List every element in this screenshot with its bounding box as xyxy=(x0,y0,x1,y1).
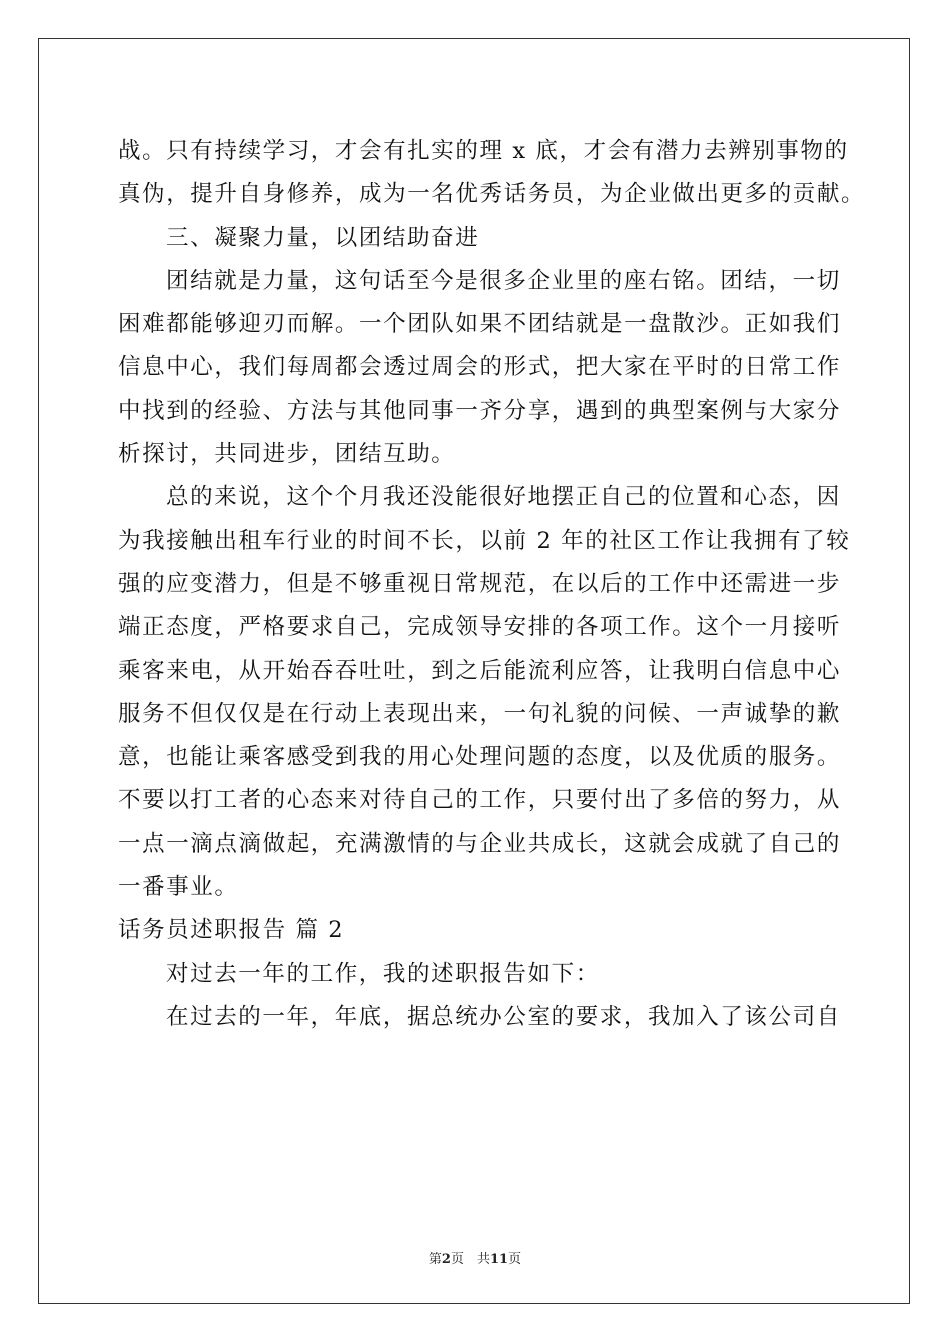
text-line: 强的应变潜力，但是不够重视日常规范，在以后的工作中还需进一步 xyxy=(118,570,842,597)
total-page-number: 11 xyxy=(489,1252,509,1267)
text-line: 战。只有持续学习，才会有扎实的理 x 底，才会有潜力去辨别事物的 xyxy=(118,138,849,164)
text-line: 总的来说，这个个月我还没能很好地摆正自己的位置和心态，因 xyxy=(166,484,841,511)
text-line: 对过去一年的工作，我的述职报告如下： xyxy=(166,960,600,987)
footer-prefix: 第 xyxy=(428,1252,442,1267)
text-line: 为我接触出租车行业的时间不长，以前 2 年的社区工作让我拥有了较 xyxy=(118,527,851,554)
text-line: 话务员述职报告 篇 2 xyxy=(118,917,345,944)
text-line: 在过去的一年，年底，据总统办公室的要求，我加入了该公司自 xyxy=(166,1003,841,1030)
text-line: 服务不但仅仅是在行动上表现出来，一句礼貌的问候、一声诚挚的歉 xyxy=(118,700,842,727)
text-line: 困难都能够迎刃而解。一个团队如果不团结就是一盘散沙。正如我们 xyxy=(118,311,842,338)
text-line: 端正态度，严格要求自己，完成领导安排的各项工作。这个一月接听 xyxy=(118,614,842,641)
footer-mid: 页 共 xyxy=(450,1252,490,1267)
text-line: 意，也能让乘客感受到我的用心处理问题的态度，以及优质的服务。 xyxy=(118,744,842,771)
text-line: 三、凝聚力量，以团结助奋进 xyxy=(166,224,480,251)
current-page-number: 2 xyxy=(441,1252,451,1267)
text-line: 中找到的经验、方法与其他同事一齐分享，遇到的典型案例与大家分 xyxy=(118,397,842,424)
text-line: 信息中心，我们每周都会透过周会的形式，把大家在平时的日常工作 xyxy=(118,354,842,381)
text-line: 乘客来电，从开始吞吞吐吐，到之后能流利应答，让我明白信息中心 xyxy=(118,657,842,684)
text-line: 不要以打工者的心态来对待自己的工作，只要付出了多倍的努力，从 xyxy=(118,787,842,814)
text-line: 团结就是力量，这句话至今是很多企业里的座右铭。团结，一切 xyxy=(166,267,841,294)
footer-suffix: 页 xyxy=(508,1252,522,1267)
document-body xyxy=(118,130,866,1039)
text-line: 析探讨，共同进步，团结互助。 xyxy=(118,441,456,468)
text-line: 一番事业。 xyxy=(118,874,239,901)
text-line: 真伪，提升自身修养，成为一名优秀话务员，为企业做出更多的贡献。 xyxy=(118,181,866,208)
text-line: 一点一滴点滴做起，充满激情的与企业共成长，这就会成就了自己的 xyxy=(118,830,842,857)
page-footer xyxy=(0,1248,950,1267)
